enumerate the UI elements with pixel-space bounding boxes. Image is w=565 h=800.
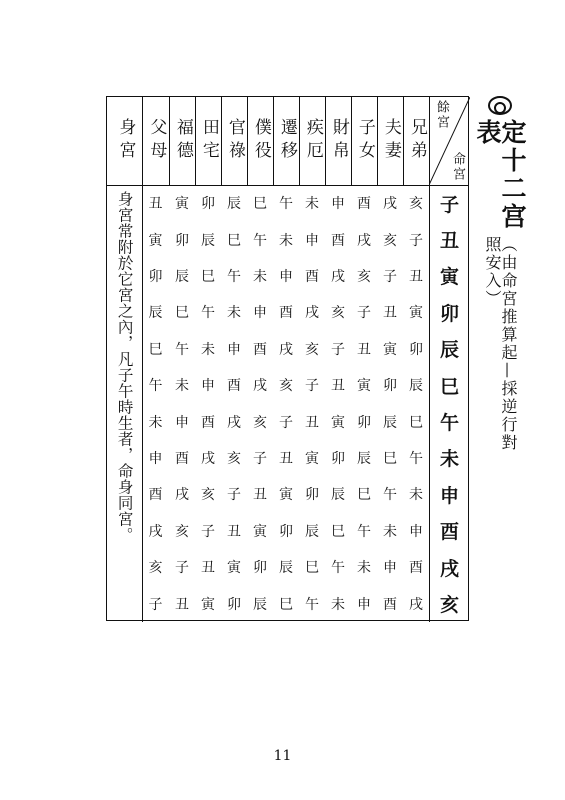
table-cell: 戌: [175, 487, 189, 504]
palace-column: [142, 185, 169, 622]
table-cell: 戌: [148, 523, 163, 540]
table-cell: 寅: [305, 450, 319, 467]
table-cell: 酉: [409, 560, 423, 577]
corner-label-other-palaces: 餘宮: [434, 100, 449, 130]
palace-header: [377, 97, 403, 185]
table-cell: 巳: [331, 523, 345, 540]
table-cell: 辰: [439, 339, 459, 362]
table-cell: 午: [331, 560, 345, 577]
table-cell: 寅: [279, 487, 293, 504]
table-cell: 未: [331, 596, 345, 613]
table-cell: 戌: [253, 378, 267, 395]
table-cell: 巳: [227, 232, 241, 249]
palace-header-label: 田宅: [198, 118, 219, 164]
title-subtitle: ︵由命宮推算起—採逆行對照安入︶: [483, 236, 518, 453]
palace-header: [247, 97, 273, 185]
palace-header: [403, 97, 429, 185]
palace-header: [169, 97, 195, 185]
palace-header: [142, 97, 169, 185]
table-cell: 卯: [357, 414, 371, 431]
palace-header: [351, 97, 377, 185]
table-cell: 寅: [331, 414, 345, 431]
table-cell: 丑: [331, 378, 345, 395]
palace-column: [325, 185, 351, 622]
table-cell: 丑: [383, 305, 397, 322]
table-cell: 申: [331, 196, 345, 213]
table-cell: 午: [439, 412, 459, 435]
corner-header-cell: [429, 97, 470, 185]
table-cell: 酉: [148, 487, 163, 504]
table-cell: 未: [279, 232, 293, 249]
table-cell: 丑: [409, 268, 423, 285]
table-cell: 申: [409, 523, 423, 540]
table-cell: 申: [201, 378, 215, 395]
table-cell: 午: [148, 378, 163, 395]
table-cell: 酉: [439, 521, 459, 544]
table-cell: 卯: [409, 341, 423, 358]
table-cell: 未: [383, 523, 397, 540]
table-cell: 未: [439, 448, 459, 471]
life-palace-column: [429, 185, 470, 622]
palace-header: [325, 97, 351, 185]
table-cell: 申: [253, 305, 267, 322]
body-palace-note: [107, 185, 142, 622]
table-cell: 亥: [331, 305, 345, 322]
table-cell: 酉: [331, 232, 345, 249]
table-cell: 丑: [305, 414, 319, 431]
table-cell: 辰: [201, 232, 215, 249]
table-cell: 亥: [439, 594, 459, 617]
table-cell: 酉: [357, 196, 371, 213]
table-cell: 戌: [279, 341, 293, 358]
table-cell: 未: [409, 487, 423, 504]
table-cell: 子: [439, 193, 459, 216]
table-cell: 亥: [148, 560, 163, 577]
table-cell: 午: [305, 596, 319, 613]
table-cell: 申: [148, 450, 163, 467]
table-cell: 午: [383, 487, 397, 504]
table-cell: 丑: [148, 196, 163, 213]
table-cell: 辰: [409, 378, 423, 395]
body-palace-note-text: 身宮常附於它宮之內，凡子午時生者，命身同宮。: [115, 191, 134, 543]
palace-column: [195, 185, 221, 622]
table-cell: 寅: [383, 341, 397, 358]
table-cell: 子: [279, 414, 293, 431]
table-cell: 辰: [331, 487, 345, 504]
table-cell: 亥: [357, 268, 371, 285]
table-cell: 酉: [253, 341, 267, 358]
page-number: 11: [273, 748, 292, 764]
table-cell: 子: [409, 232, 423, 249]
palace-column: [273, 185, 299, 622]
table-cell: 丑: [439, 230, 459, 253]
table-cell: 未: [148, 414, 163, 431]
body-palace-header: [107, 97, 142, 185]
table-cell: 午: [201, 305, 215, 322]
table-cell: 子: [305, 378, 319, 395]
palace-header-label: 福德: [172, 118, 193, 164]
table-cell: 子: [253, 450, 267, 467]
table-cell: 亥: [409, 196, 423, 213]
palace-column: [377, 185, 403, 622]
table-cell: 亥: [227, 450, 241, 467]
table-cell: 午: [409, 450, 423, 467]
table-cell: 午: [253, 232, 267, 249]
table-cell: 戌: [331, 268, 345, 285]
table-cell: 卯: [201, 196, 215, 213]
table-cell: 戌: [357, 232, 371, 249]
table-cell: 寅: [253, 523, 267, 540]
table-cell: 寅: [409, 305, 423, 322]
table-cell: 未: [253, 268, 267, 285]
table-cell: 巳: [148, 341, 163, 358]
table-cell: 子: [201, 523, 215, 540]
palace-header: [195, 97, 221, 185]
table-cell: 亥: [305, 341, 319, 358]
table-cell: 子: [227, 487, 241, 504]
table-cell: 酉: [279, 305, 293, 322]
table-cell: 丑: [357, 341, 371, 358]
table-cell: 寅: [148, 232, 163, 249]
table-cell: 酉: [201, 414, 215, 431]
palace-header-label: 官祿: [224, 118, 245, 164]
table-cell: 巳: [175, 305, 189, 322]
table-cell: 丑: [279, 450, 293, 467]
table-cell: 申: [357, 596, 371, 613]
palace-header-label: 遷移: [276, 118, 297, 164]
table-cell: 寅: [227, 560, 241, 577]
table-cell: 子: [383, 268, 397, 285]
table-cell: 辰: [305, 523, 319, 540]
table-cell: 卯: [175, 232, 189, 249]
palace-header-label: 兄弟: [406, 118, 427, 164]
table-cell: 戌: [227, 414, 241, 431]
table-cell: 午: [279, 196, 293, 213]
table-cell: 戌: [305, 305, 319, 322]
table-cell: 申: [279, 268, 293, 285]
table-cell: 申: [175, 414, 189, 431]
table-cell: 子: [331, 341, 345, 358]
table-cell: 亥: [383, 232, 397, 249]
table-title: [473, 96, 527, 468]
table-cell: 丑: [253, 487, 267, 504]
table-cell: 卯: [253, 560, 267, 577]
title-main: 定十二宫表: [473, 119, 527, 232]
table-cell: 巳: [357, 487, 371, 504]
table-cell: 卯: [279, 523, 293, 540]
table-cell: 未: [227, 305, 241, 322]
corner-label-life-palace: 命宮: [450, 152, 465, 182]
table-cell: 子: [357, 305, 371, 322]
palace-header-label: 子女: [354, 118, 375, 164]
table-cell: 申: [383, 560, 397, 577]
table-cell: 巳: [383, 450, 397, 467]
table-cell: 丑: [227, 523, 241, 540]
table-cell: 辰: [227, 196, 241, 213]
table-cell: 丑: [201, 560, 215, 577]
table-cell: 戌: [383, 196, 397, 213]
table-cell: 巳: [305, 560, 319, 577]
table-cell: 寅: [201, 596, 215, 613]
palace-header-label: 疾厄: [302, 118, 323, 164]
table-cell: 巳: [201, 268, 215, 285]
palace-header-label: 財帛: [328, 118, 349, 164]
table-cell: 午: [175, 341, 189, 358]
table-cell: 卯: [331, 450, 345, 467]
table-cell: 卯: [305, 487, 319, 504]
table-cell: 丑: [175, 596, 189, 613]
table-cell: 戌: [409, 596, 423, 613]
palace-column: [221, 185, 247, 622]
palace-column: [403, 185, 429, 622]
table-cell: 辰: [279, 560, 293, 577]
palace-header-label: 夫妻: [380, 118, 401, 164]
table-cell: 寅: [357, 378, 371, 395]
table-cell: 辰: [357, 450, 371, 467]
twelve-palace-table: [106, 96, 469, 621]
table-cell: 酉: [383, 596, 397, 613]
table-cell: 卯: [439, 302, 459, 325]
table-cell: 辰: [383, 414, 397, 431]
palace-header-label: 僕役: [250, 118, 271, 164]
table-cell: 戌: [201, 450, 215, 467]
table-cell: 戌: [439, 557, 459, 580]
table-cell: 亥: [201, 487, 215, 504]
table-cell: 申: [227, 341, 241, 358]
table-cell: 寅: [439, 266, 459, 289]
palace-column: [169, 185, 195, 622]
table-cell: 辰: [253, 596, 267, 613]
table-cell: 午: [227, 268, 241, 285]
palace-column: [247, 185, 273, 622]
table-cell: 辰: [175, 268, 189, 285]
table-cell: 辰: [148, 305, 163, 322]
table-cell: 亥: [253, 414, 267, 431]
table-cell: 巳: [409, 414, 423, 431]
double-circle-icon: [488, 96, 512, 115]
palace-header-label: 父母: [146, 118, 167, 164]
table-cell: 亥: [279, 378, 293, 395]
table-cell: 巳: [279, 596, 293, 613]
table-cell: 子: [148, 596, 163, 613]
table-cell: 午: [357, 523, 371, 540]
table-cell: 巳: [253, 196, 267, 213]
palace-header: [299, 97, 325, 185]
palace-column: [299, 185, 325, 622]
table-cell: 亥: [175, 523, 189, 540]
table-cell: 巳: [439, 375, 459, 398]
table-cell: 申: [305, 232, 319, 249]
table-cell: 未: [175, 378, 189, 395]
table-cell: 未: [201, 341, 215, 358]
table-cell: 寅: [175, 196, 189, 213]
table-cell: 申: [439, 484, 459, 507]
table-cell: 酉: [227, 378, 241, 395]
palace-header: [273, 97, 299, 185]
palace-header: [221, 97, 247, 185]
table-cell: 卯: [227, 596, 241, 613]
table-cell: 卯: [383, 378, 397, 395]
table-cell: 未: [357, 560, 371, 577]
table-cell: 卯: [148, 268, 163, 285]
table-cell: 未: [305, 196, 319, 213]
table-cell: 酉: [175, 450, 189, 467]
table-cell: 子: [175, 560, 189, 577]
table-cell: 酉: [305, 268, 319, 285]
body-palace-label: 身宮: [115, 118, 136, 164]
palace-column: [351, 185, 377, 622]
